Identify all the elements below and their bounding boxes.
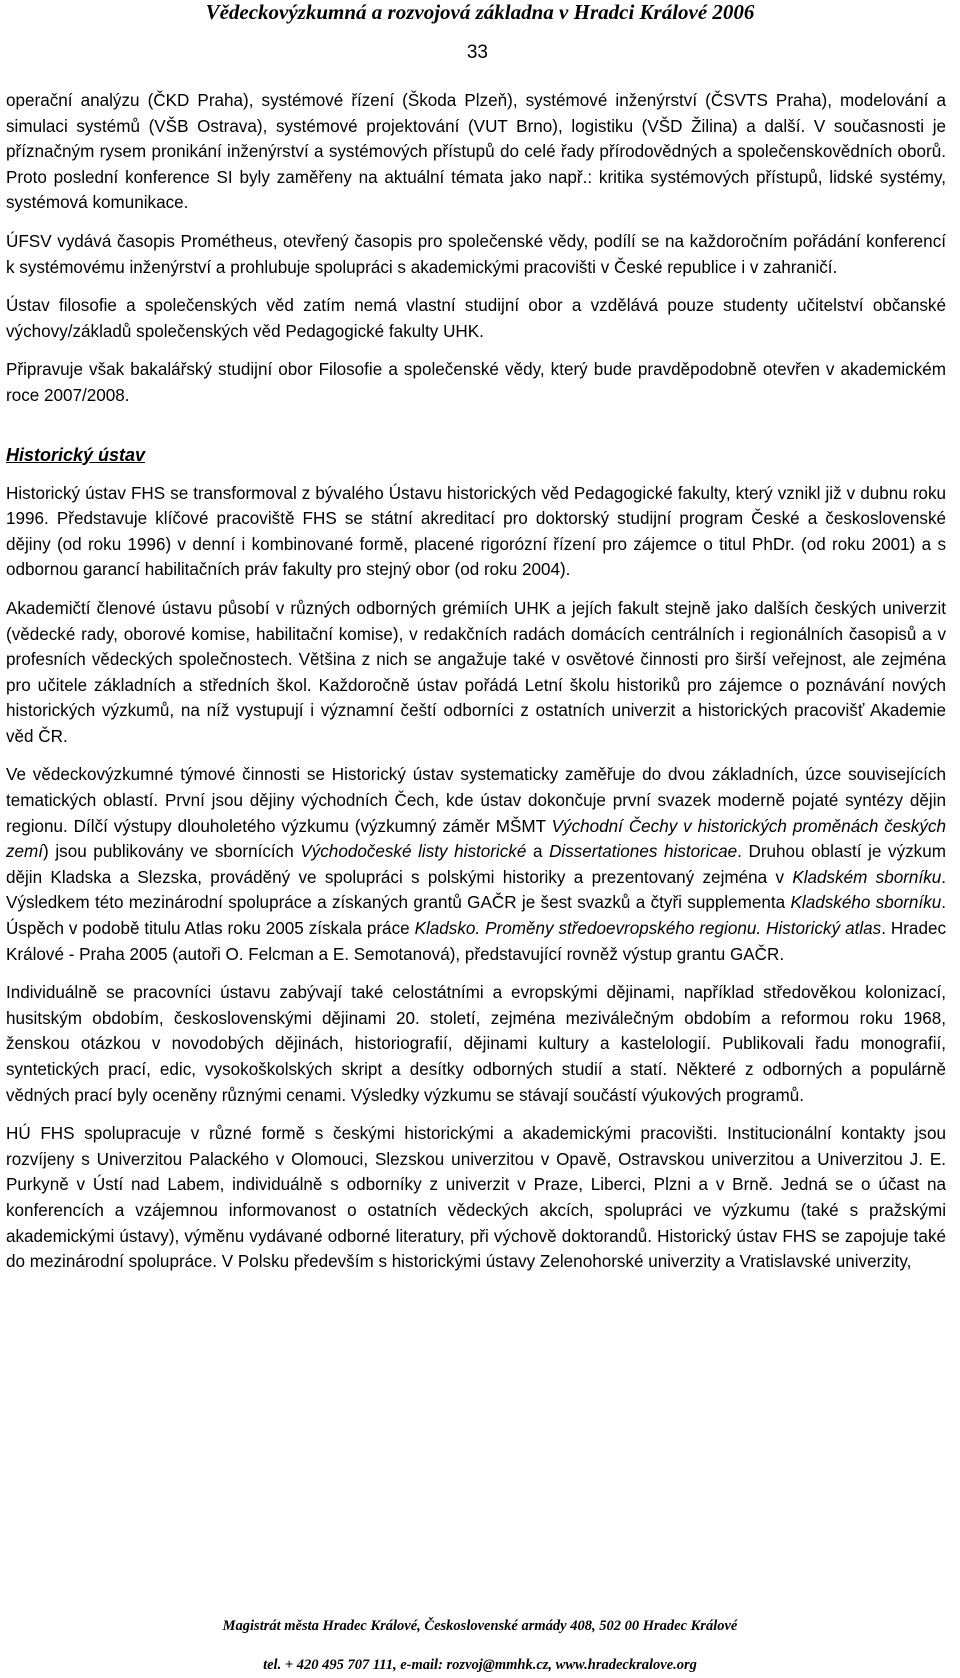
footer-contact: tel. + 420 495 707 111, e-mail: rozvoj@mmhk.cz, www.hradeckralove.org <box>263 1657 697 1673</box>
italic-title: Východní Čechy v historických proměnách českých zemí <box>6 816 946 862</box>
paragraph: Akademičtí členové ústavu působí v různých odborných grémiích UHK a jejích fakult stejně jako dalších českých univerzit (vědecké rady, oborové komise, habilitační komise), v redakčních radách domácích centrálních i regionálních časopisů a v profesních vědeckých společnostech. Většina z nich se angažuje také v osvětové činnosti pro širší veřejnost, ale zejména pro učitele základních a středních škol. Každoročně ústav pořádá Letní školu historiků pro zájemce o poznávání nových historických výzkumů, na níž vystupují i významní čeští odborníci z ostatních univerzit a historických pracovišť Akademie věd ČR. <box>6 598 946 746</box>
paragraph: Ústav filosofie a společenských věd zatím nemá vlastní studijní obor a vzdělává pouze studenty učitelství občanské výchovy/základů společenských věd Pedagogické fakulty UHK. <box>6 296 946 341</box>
footer-address: Magistrát města Hradec Králové, Československé armády 408, 502 00 Hradec Králové <box>222 1618 738 1634</box>
page-number: 33 <box>466 42 488 63</box>
paragraph: operační analýzu (ČKD Praha), systémové řízení (Škoda Plzeň), systémové inženýrství (ČSVTS Praha), modelování a simulaci systémů (VŠB Ostrava), systémové projektování (VUT Brno), logistiku (VŠD Žilina) a další. V současnosti je příznačným rysem pronikání inženýrství a systémových přístupů do celé řady přírodovědných a společenskovědních oborů. Proto poslední konference SI byly zaměřeny na aktuální témata jako např.: kritika systémových přístupů, lidské systémy, systémová komunikace. <box>6 91 946 213</box>
italic-title: Východočeské listy historické <box>300 842 527 862</box>
paragraph: Individuálně se pracovníci ústavu zabývají také celostátními a evropskými dějinami, například středověkou kolonizací, husitským obdobím, československými dějinami 20. století, zejména meziválečným obdobím a reformou roku 1968, ženskou otázkou v novodobých dějinách, historiografií, dějinami kultury a kastelologií. Publikovali řadu monografií, syntetických prací, edic, vysokoškolských skript a desítky odborných studií a statí. Některé z odborných a populárně vědných prací byly oceněny různými cenami. Výsledky výzkumu se stávají součástí výukových programů. <box>6 983 946 1105</box>
paragraph: Připravuje však bakalářský studijní obor Filosofie a společenské vědy, který bude pravděpodobně otevřen v akademickém roce 2007/2008. <box>6 360 946 405</box>
paragraph: ÚFSV vydává časopis Prométheus, otevřený časopis pro společenské vědy, podílí se na každoročním pořádání konferencí k systémovému inženýrství a prohlubuje spolupráci s akademickými pracovišti v České republice i v zahraničí. <box>6 231 946 277</box>
italic-title: Kladského sborníku <box>790 893 942 913</box>
italic-title: Kladském sborníku <box>792 867 942 887</box>
paragraph: Ve vědeckovýzkumné týmové činnosti se Historický ústav systematicky zaměřuje do dvou základních, úzce souvisejících tematických oblastí. První jsou dějiny východních Čech, kde ústav dokončuje první svazek moderně pojaté syntézy dějin regionu. Dílčí výstupy dlouholetého výzkumu (výzkumný záměr MŠMT Východní Čechy v historických proměnách českých zemí) jsou publikovány ve sbornících Východočeské listy historické a Dissertationes historicae. Druhou oblastí je výzkum dějin Kladska a Slezska, prováděný ve spolupráci s polskými historiky a prezentovaný zejména v Kladském sborníku. Výsledkem této mezinárodní spolupráce a získaných grantů GAČR je šest svazků a čtyři supplementa Kladského sborníku. Úspěch v podobě titulu Atlas roku 2005 získala práce Kladsko. Proměny středoevropského regionu. Historický atlas. Hradec Králové - Praha 2005 (autoři O. Felcman a E. Semotanová), představující rovněž výstup grantu GAČR. <box>6 765 946 964</box>
italic-title: Dissertationes historicae <box>549 842 738 862</box>
paragraph: HÚ FHS spolupracuje v různé formě s českými historickými a akademickými pracovišti. Institucionální kontakty jsou rozvíjeny s Univerzitou Palackého v Olomouci, Slezskou univerzitou v Opavě, Ostravskou univerzitou a Univerzitou J. E. Purkyně v Ústí nad Labem, individuálně s odborníky z univerzit v Praze, Liberci, Plzni a v Brně. Jedná se o účast na konferencích a vzájemnou informovanost o ostatních vědeckých akcích, spolupráci ve výzkumu (také s pražskými akademickými ústavy), výměnu vydávané odborné literatury, při výchově doktorandů. Historický ústav FHS se zapojuje také do mezinárodní spolupráce. V Polsku především s historickými ústavy Zelenohorské univerzity a Vratislavské univerzity, <box>6 1124 946 1272</box>
paragraph: Historický ústav FHS se transformoval z bývalého Ústavu historických věd Pedagogické fakulty, který vznikl již v dubnu roku 1996. Představuje klíčové pracoviště FHS se státní akreditací pro doktorský studijní program České a československé dějiny (od roku 1996) v denní i kombinované formě, placené rigorózní řízení pro zájemce o titul PhDr. (od roku 2001) a s odbornou garancí habilitačních práv fakulty pro stejný obor (od roku 2004). <box>6 483 946 580</box>
running-header: Vědeckovýzkumná a rozvojová základna v Hradci Králové 2006 <box>205 0 755 24</box>
section-heading: Historický ústav <box>6 444 146 465</box>
body-text <box>6 88 946 1288</box>
italic-title: Kladsko. Proměny středoevropského regionu. Historický atlas <box>414 919 882 939</box>
